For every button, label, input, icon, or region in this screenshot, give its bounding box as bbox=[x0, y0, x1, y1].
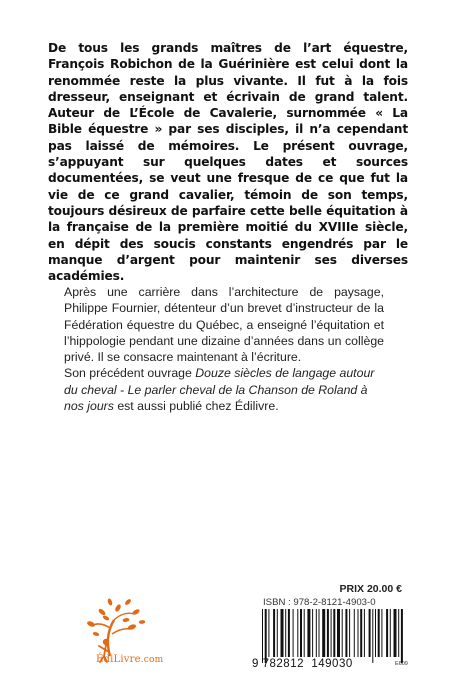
barcode-bar bbox=[285, 609, 286, 657]
barcode-bar bbox=[307, 609, 310, 657]
previous-work-note bbox=[64, 365, 384, 414]
barcode-bar bbox=[349, 609, 350, 657]
previous-work-title: Douze siècles de langage autour du cheval - Le parler cheval de la Chanson de Roland à nos jours bbox=[64, 366, 375, 414]
barcode-right-group: 149030 bbox=[311, 658, 353, 670]
barcode-bar bbox=[398, 609, 399, 657]
barcode-bar bbox=[375, 609, 376, 657]
barcode-bar bbox=[381, 609, 382, 657]
previous-work-prefix: Son précédent ouvrage bbox=[64, 366, 196, 381]
barcode-bar bbox=[319, 609, 320, 657]
barcode-bar bbox=[265, 609, 267, 663]
barcode-bar bbox=[281, 609, 284, 657]
barcode-bar bbox=[394, 609, 397, 657]
barcode-bar bbox=[300, 609, 302, 657]
barcode-bar bbox=[331, 609, 332, 657]
barcode-bar bbox=[337, 609, 340, 657]
barcode-bar bbox=[277, 609, 278, 657]
isbn-barcode bbox=[258, 609, 408, 665]
author-bio-paragraph: Après une carrière dans l’architecture de paysage, Philippe Fournier, détenteur d’un brevet d’instructeur de la Fédération équestre du Québec, a enseigné l’équitation et l’hippologie pendant une dizaine d’années dans un collège privé. Il se consacre maintenant à l’écriture. bbox=[64, 285, 384, 365]
barcode-bar bbox=[360, 609, 362, 657]
barcode-bar bbox=[273, 609, 275, 657]
back-cover-blurb: De tous les grands maîtres de l’art équestre, François Robichon de la Guérinière est celui dont la renommée reste la plus vivante. Il fut à la fois dresseur, enseignant et écrivain de grand talent. Auteur de L’École de Cavalerie, surnommée « La Bible équestre » par ses disciples, il n’a cependant pas laissé de mémoires. Le présent ouvrage, s’appuyant sur quelques dates et sources documentées, se veut une fresque de ce que fut la vie de ce grand cavalier, témoin de son temps, toujours désireux de parfaire cette belle équitation à la française de la première moitié du XVIIIe siècle, en dépit des soucis constants engendrés par le manque d’argent pour maintenir ses diverses académies. bbox=[48, 41, 408, 284]
tree-icon bbox=[86, 598, 145, 656]
barcode-bar bbox=[327, 609, 329, 657]
barcode-bar bbox=[345, 609, 347, 657]
barcode-digits bbox=[252, 658, 392, 670]
barcode-bar bbox=[401, 609, 403, 663]
publisher-domain-suffix: .com bbox=[140, 655, 164, 665]
barcode-bar bbox=[342, 609, 343, 657]
barcode-bar bbox=[262, 609, 263, 663]
barcode-bar bbox=[288, 609, 290, 657]
barcode-bar bbox=[390, 609, 391, 657]
barcode-bar bbox=[358, 609, 359, 657]
barcode-bar bbox=[312, 609, 313, 657]
barcode-bar bbox=[364, 609, 365, 657]
publisher-wordmark: ÉdiLivre bbox=[96, 654, 141, 665]
price-label: PRIX 20.00 € bbox=[339, 583, 402, 595]
barcode-bar bbox=[322, 609, 325, 657]
isbn-label: ISBN : 978-2-8121-4903-0 bbox=[263, 597, 376, 608]
barcode-bar bbox=[268, 609, 269, 657]
printer-code: E609 bbox=[395, 661, 408, 667]
barcode-bar bbox=[293, 609, 294, 657]
barcode-bar bbox=[316, 609, 317, 657]
barcode-bar bbox=[372, 609, 373, 663]
barcode-bar bbox=[333, 609, 335, 657]
barcode-bar bbox=[386, 609, 388, 657]
publisher-name bbox=[96, 654, 163, 665]
barcode-left-group: 782812 bbox=[262, 658, 304, 670]
barcode-bar bbox=[297, 609, 298, 657]
barcode-bar bbox=[354, 609, 355, 657]
barcode-bar bbox=[369, 609, 371, 657]
previous-work-suffix: est aussi publié chez Édilivre. bbox=[113, 399, 279, 414]
author-bio bbox=[64, 284, 384, 414]
barcode-bar bbox=[378, 609, 380, 657]
barcode-bar bbox=[304, 609, 305, 657]
barcode-first-digit: 9 bbox=[252, 658, 259, 670]
